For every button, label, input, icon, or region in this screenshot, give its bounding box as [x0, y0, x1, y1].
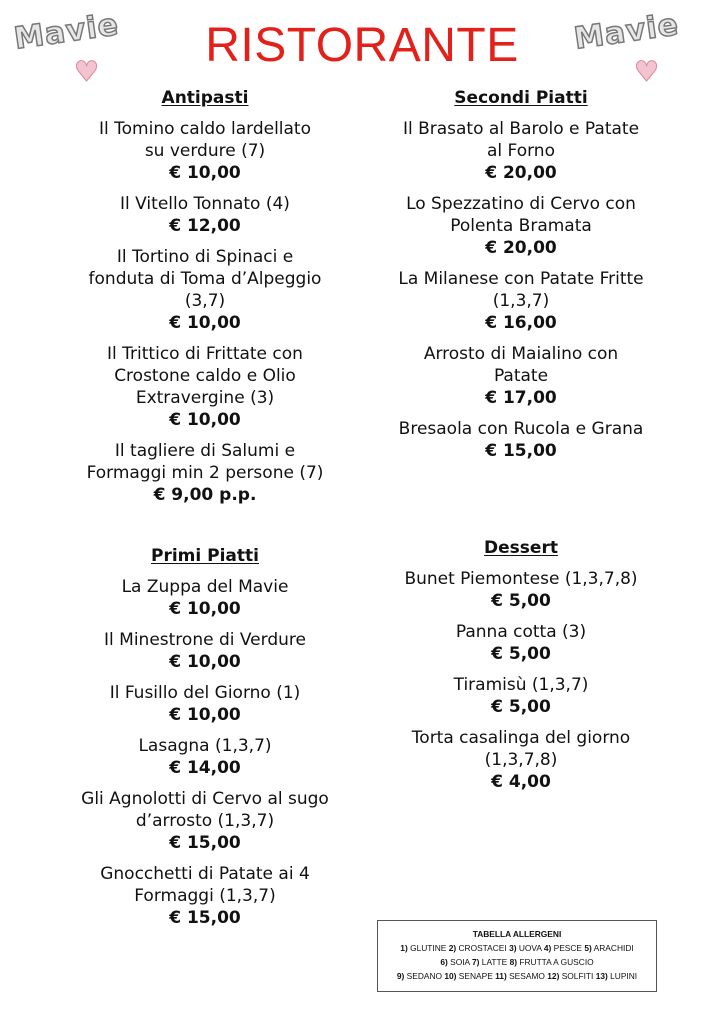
allergen-name: LATTE [481, 957, 508, 967]
dish-price: € 5,00 [491, 644, 551, 664]
allergen-number: 4) [543, 943, 552, 953]
dish-price: € 15,00 [169, 833, 241, 853]
allergen-number: 10) [444, 971, 457, 981]
dish-price: € 17,00 [485, 388, 557, 408]
allergen-number: 12) [547, 971, 560, 981]
section-antipasti [62, 88, 348, 515]
allergen-number: 1) [400, 943, 408, 953]
dish-price: € 10,00 [169, 313, 241, 333]
section-title: Antipasti [161, 88, 249, 108]
dish-name: Bunet Piemontese (1,3,7,8) [404, 569, 638, 589]
allergen-name: GLUTINE [410, 943, 447, 953]
dish-name: Il tagliere di Salumi e Formaggi min 2 persone (7) [86, 441, 324, 483]
menu-item [62, 440, 348, 506]
logo-text: Mavie [12, 7, 122, 57]
menu-item [380, 193, 662, 259]
allergen-number: 6) [440, 957, 448, 967]
allergen-number: 3) [509, 943, 517, 953]
allergen-number: 11) [495, 971, 507, 981]
menu-item [62, 788, 348, 854]
dish-price: € 20,00 [485, 163, 557, 183]
menu-item [380, 727, 662, 793]
dish-name: Tiramisù (1,3,7) [453, 675, 589, 695]
dish-price: € 15,00 [169, 908, 241, 928]
dish-price: € 10,00 [169, 163, 241, 183]
dish-name: Gnocchetti di Patate ai 4 Formaggi (1,3,7) [100, 864, 310, 906]
menu-item [62, 735, 348, 779]
allergen-number: 13) [595, 971, 608, 981]
menu-item [62, 682, 348, 726]
dish-name: Torta casalinga del giorno (1,3,7,8) [411, 728, 631, 770]
dish-name: Il Vitello Tonnato (4) [120, 194, 290, 214]
menu-item [62, 246, 348, 334]
menu-item [380, 268, 662, 334]
dish-list [380, 568, 662, 793]
menu-item [62, 629, 348, 673]
menu-item [62, 118, 348, 184]
section-primi-piatti [62, 546, 348, 938]
dish-price: € 16,00 [485, 313, 557, 333]
menu-item [62, 863, 348, 929]
dish-price: € 5,00 [491, 591, 551, 611]
dish-name: La Zuppa del Mavie [121, 577, 289, 597]
menu-item [380, 418, 662, 462]
allergen-name: PESCE [553, 943, 583, 953]
allergen-number: 9) [396, 971, 405, 981]
dish-name: La Milanese con Patate Fritte (1,3,7) [398, 269, 644, 311]
section-dessert [380, 538, 662, 802]
allergen-name: SOLFITI [561, 971, 594, 981]
allergen-name: SENAPE [458, 971, 493, 981]
dish-name: Lasagna (1,3,7) [138, 736, 272, 756]
menu-item [62, 193, 348, 237]
menu-item [380, 621, 662, 665]
allergen-name: ARACHIDI [593, 943, 634, 953]
dish-price: € 5,00 [491, 697, 551, 717]
allergen-name: CROSTACEI [458, 943, 507, 953]
allergen-name: SESAMO [509, 971, 545, 981]
dish-name: Arrosto di Maialino con Patate [423, 344, 619, 386]
allergen-name: UOVA [518, 943, 542, 953]
allergen-number: 5) [584, 943, 592, 953]
dish-price: € 10,00 [169, 410, 241, 430]
dish-name: Panna cotta (3) [455, 622, 587, 642]
dish-price: € 20,00 [485, 238, 557, 258]
allergen-line [378, 941, 656, 955]
menu-item [380, 118, 662, 184]
allergen-number: 7) [472, 957, 480, 967]
dish-name: Bresaola con Rucola e Grana [398, 419, 644, 439]
allergen-name: FRUTTA A GUSCIO [519, 957, 594, 967]
dish-name: Il Brasato al Barolo e Patate al Forno [402, 119, 640, 161]
allergen-name: SEDANO [406, 971, 443, 981]
section-title: Dessert [484, 538, 558, 558]
allergen-table [377, 920, 657, 992]
dish-list [62, 118, 348, 506]
dish-list [380, 118, 662, 462]
dish-price: € 10,00 [169, 652, 241, 672]
allergen-table-title: TABELLA ALLERGENI [472, 929, 562, 939]
allergen-name: SOIA [450, 957, 470, 967]
allergen-number: 2) [448, 943, 457, 953]
page-title: RISTORANTE [205, 19, 519, 72]
dish-price: € 14,00 [169, 758, 241, 778]
dish-name: Gli Agnolotti di Cervo al sugo d’arrosto (1,3,7) [81, 789, 329, 831]
dish-name: Il Fusillo del Giorno (1) [109, 683, 301, 703]
dish-price: € 10,00 [169, 705, 241, 725]
section-title: Primi Piatti [151, 546, 259, 566]
dish-price: € 10,00 [169, 599, 241, 619]
menu-item [62, 343, 348, 431]
dish-price: € 12,00 [169, 216, 241, 236]
heart-icon: ♥ [634, 55, 660, 88]
menu-item [380, 343, 662, 409]
allergen-number: 8) [509, 957, 518, 967]
dish-price: € 15,00 [485, 441, 557, 461]
allergen-line [378, 969, 656, 983]
allergen-line [378, 955, 656, 969]
allergen-name: LUPINI [610, 971, 638, 981]
dish-name: Il Tomino caldo lardellato su verdure (7) [99, 119, 311, 161]
dish-list [62, 576, 348, 929]
allergen-lines [378, 941, 656, 983]
heart-icon: ♥ [74, 55, 100, 88]
menu-item [62, 576, 348, 620]
dish-name: Il Tortino di Spinaci e fonduta di Toma d’Alpeggio (3,7) [88, 247, 322, 311]
section-title: Secondi Piatti [454, 88, 588, 108]
menu-item [380, 674, 662, 718]
logo-text: Mavie [572, 7, 682, 57]
menu-item [380, 568, 662, 612]
dish-name: Lo Spezzatino di Cervo con Polenta Bramata [406, 194, 636, 236]
section-secondi-piatti [380, 88, 662, 471]
dish-price: € 9,00 p.p. [153, 485, 257, 505]
dish-name: Il Minestrone di Verdure [104, 630, 306, 650]
dish-name: Il Trittico di Frittate con Crostone caldo e Olio Extravergine (3) [107, 344, 303, 408]
dish-price: € 4,00 [491, 772, 551, 792]
